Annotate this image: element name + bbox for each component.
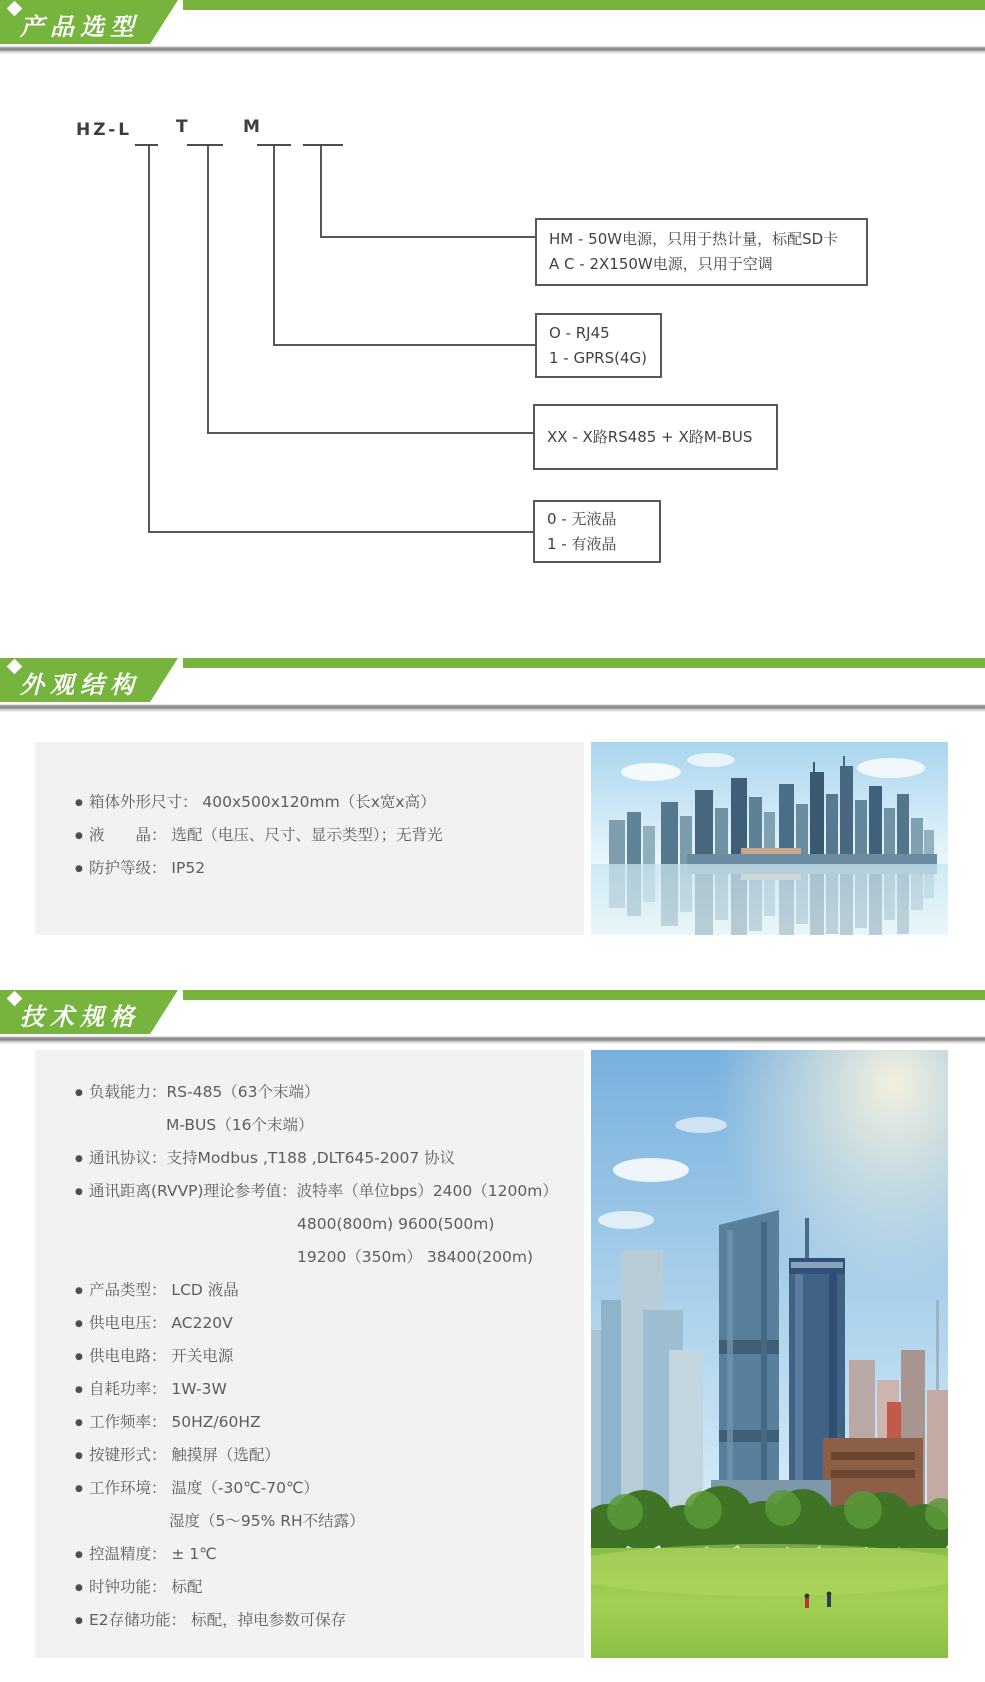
option-line: 1 - GPRS(4G): [549, 348, 647, 367]
spec-item: ● 箱体外形尺寸： 400x500x120mm（长x宽x高）: [35, 786, 584, 819]
model-code-seg-m: M: [243, 117, 263, 137]
spec-item: ● 工作频率： 50HZ/60HZ: [35, 1406, 584, 1439]
model-code-seg-t: T: [176, 117, 191, 137]
banner-strip: [183, 0, 985, 10]
spec-item: ● 自耗功率： 1W-3W: [35, 1373, 584, 1406]
model-code-slot-4: [303, 126, 343, 146]
spec-item: ● 通讯协议：支持Modbus ,T188 ,DLT645-2007 协议: [35, 1142, 584, 1175]
option-line: HM - 50W电源，只用于热计量，标配SD卡: [549, 230, 839, 248]
connector-line: [273, 146, 275, 346]
model-code-slot-3: [257, 126, 291, 146]
spec-item: ● 控温精度： ± 1℃: [35, 1538, 584, 1571]
section-title: 技术规格: [20, 1003, 140, 1031]
option-line: 0 - 无液晶: [547, 509, 617, 528]
option-box-lcd: [533, 500, 661, 563]
option-line: 1 - 有液晶: [547, 534, 617, 553]
banner-shadow: [0, 704, 985, 712]
appearance-spec-panel: [35, 742, 584, 935]
banner-shadow: [0, 46, 985, 54]
connector-line: [148, 531, 533, 533]
spec-item: ● 通讯距离(RVVP)理论参考值：波特率（单位bps）2400（1200m）: [35, 1175, 584, 1208]
option-box-power: [535, 218, 868, 286]
connector-line: [320, 236, 535, 238]
spec-item: ● E2存储功能： 标配，掉电参数可保存: [35, 1604, 584, 1637]
model-code-prefix: HZ-L: [76, 120, 133, 140]
banner-tech-specs: [0, 990, 985, 1036]
spec-item: ● 防护等级： IP52: [35, 852, 584, 885]
option-line: A C - 2X150W电源，只用于空调: [549, 255, 773, 273]
banner-strip: [183, 990, 985, 1000]
section-title: 外观结构: [20, 671, 140, 699]
model-code-slot-2: [187, 126, 223, 146]
banner-strip: [183, 658, 985, 668]
section-title: 产品选型: [20, 13, 140, 41]
spec-item: ● 工作环境： 温度（-30℃-70℃）: [35, 1472, 584, 1505]
spec-item: ● 供电电压： AC220V: [35, 1307, 584, 1340]
connector-line: [207, 146, 209, 434]
spec-item: 湿度（5～95% RH不结露）: [169, 1512, 365, 1530]
banner-appearance: [0, 658, 985, 704]
spec-item: ● 供电电路： 开关电源: [35, 1340, 584, 1373]
option-box-network: [535, 313, 662, 378]
spec-item: 4800(800m) 9600(500m): [297, 1215, 495, 1233]
option-box-bus: [533, 404, 778, 470]
connector-line: [207, 432, 533, 434]
spec-item: M-BUS（16个末端）: [166, 1116, 314, 1134]
banner-product-selection: [0, 0, 985, 46]
city-skyline-photo: [591, 742, 948, 935]
spec-item: ● 液 晶： 选配（电压、尺寸、显示类型）；无背光: [35, 819, 584, 852]
option-line: O - RJ45: [549, 323, 610, 342]
connector-line: [148, 146, 150, 533]
option-line: XX - X路RS485 + X路M-BUS: [547, 427, 753, 446]
connector-line: [273, 344, 535, 346]
spec-item: ● 产品类型： LCD 液晶: [35, 1274, 584, 1307]
spec-item: ● 按键形式： 触摸屏（选配）: [35, 1439, 584, 1472]
city-park-photo: [591, 1050, 948, 1658]
model-code-slot-1: [135, 126, 158, 146]
spec-item: ● 时钟功能： 标配: [35, 1571, 584, 1604]
spec-item: 19200（350m） 38400(200m): [297, 1248, 534, 1266]
banner-shadow: [0, 1036, 985, 1044]
tech-spec-panel: [35, 1050, 584, 1658]
spec-item: ● 负载能力：RS-485（63个末端）: [35, 1076, 584, 1109]
connector-line: [320, 146, 322, 238]
